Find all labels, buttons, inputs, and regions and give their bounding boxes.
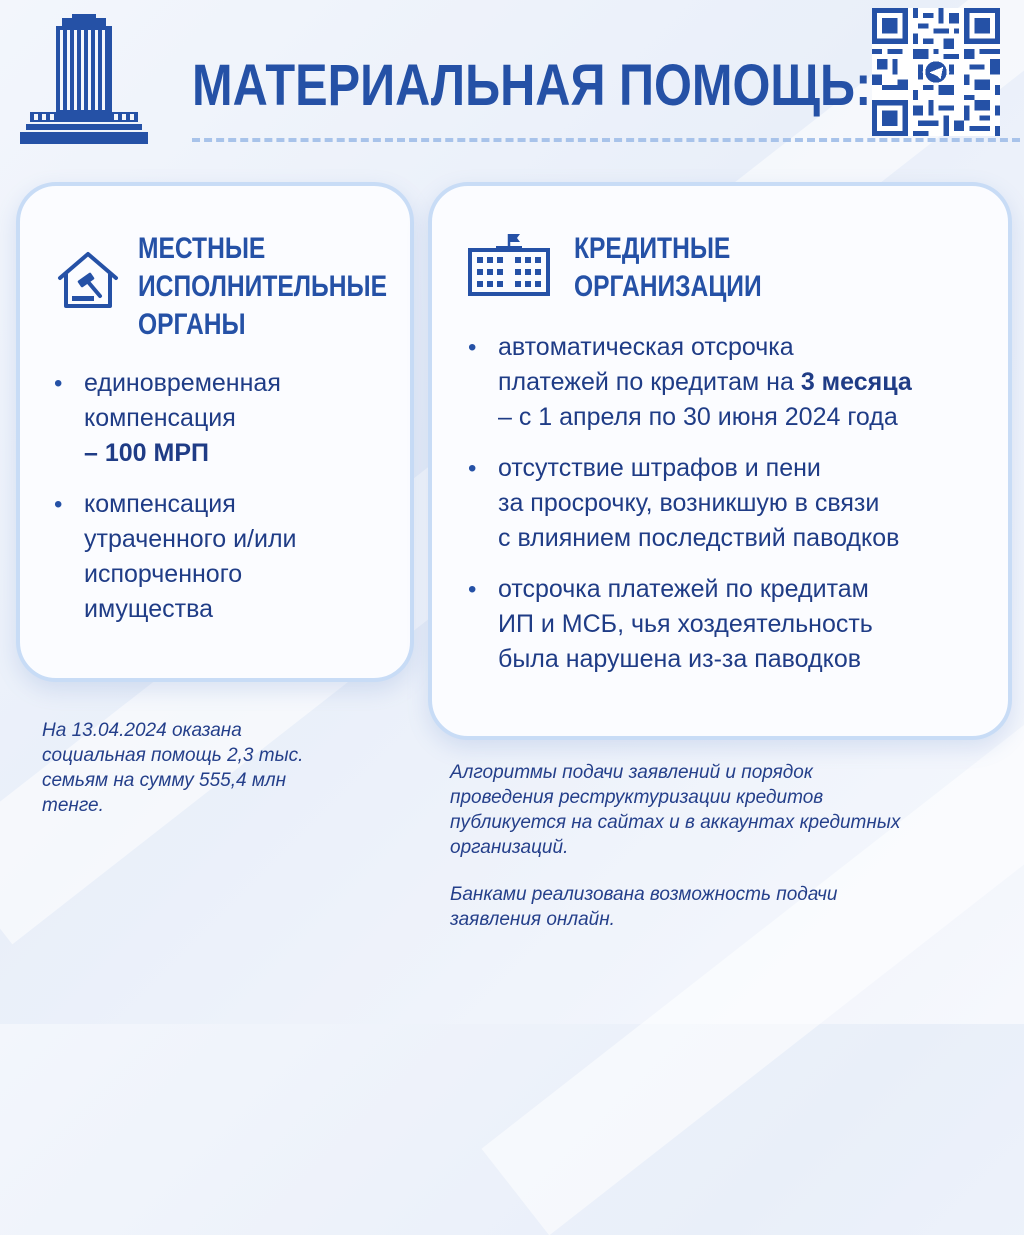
note-line: На 13.04.2024 оказана: [42, 720, 242, 741]
title-line: ОРГАНЫ: [138, 308, 246, 341]
house-gavel-icon: [56, 248, 120, 312]
online-application-note: [450, 882, 837, 932]
list-item: [468, 330, 998, 435]
list-item-line: • компенсация: [84, 490, 236, 518]
title-line: ОРГАНИЗАЦИИ: [574, 270, 762, 303]
note-line: Банками реализована возможность подачи: [450, 884, 838, 905]
list-item-line: – с 1 апреля по 30 июня 2024 года: [498, 403, 898, 431]
list-item-line: • единовременная: [84, 369, 281, 397]
note-line: публикуется на сайтах и в аккаунтах кредитных: [450, 812, 901, 833]
restructuring-note: [450, 760, 900, 860]
list-item-line: • отсутствие штрафов и пени: [498, 454, 821, 482]
list-item-line: за просрочку, возникшую в связи: [498, 489, 880, 517]
list-item-highlight: – 100 МРП: [84, 439, 209, 467]
note-line: тенге.: [42, 795, 104, 816]
bank-building-icon: [466, 232, 552, 298]
list-item-line: • отсрочка платежей по кредитам: [498, 575, 869, 603]
credit-organizations-card: [428, 182, 1012, 740]
local-authorities-title: [138, 230, 387, 344]
social-aid-note: [42, 718, 303, 818]
note-line: проведения реструктуризации кредитов: [450, 787, 824, 808]
note-line: Алгоритмы подачи заявлений и порядок: [450, 762, 813, 783]
credit-organizations-title: [574, 230, 762, 306]
title-divider: [192, 138, 1020, 142]
page-title: МАТЕРИАЛЬНАЯ ПОМОЩЬ:: [192, 53, 872, 118]
list-item-line: была нарушена из-за паводков: [498, 645, 862, 673]
list-item-line: с влиянием последствий паводков: [498, 524, 900, 552]
list-item-line: имущества: [84, 595, 213, 623]
list-item-line: платежей по кредитам на: [498, 368, 801, 396]
list-item-line: испорченного: [84, 560, 243, 588]
list-item: [54, 366, 394, 471]
list-item-line: компенсация: [84, 404, 236, 432]
note-line: организаций.: [450, 837, 569, 858]
title-line: МЕСТНЫЕ: [138, 232, 266, 265]
title-line: КРЕДИТНЫЕ: [574, 232, 731, 265]
title-line: ИСПОЛНИТЕЛЬНЫЕ: [138, 270, 387, 303]
note-line: заявления онлайн.: [450, 909, 615, 930]
list-item-line: утраченного и/или: [84, 525, 297, 553]
list-item-highlight: 3 месяца: [800, 368, 912, 396]
credit-organizations-list: [468, 330, 998, 677]
list-item: [468, 451, 998, 556]
qr-code[interactable]: [872, 8, 1000, 136]
list-item: [54, 487, 394, 627]
list-item: [468, 572, 998, 677]
government-building-logo: [20, 14, 148, 144]
list-item-line: ИП и МСБ, чья хоздеятельность: [498, 610, 873, 638]
note-line: семьям на сумму 555,4 млн: [42, 770, 287, 791]
note-line: социальная помощь 2,3 тыс.: [42, 745, 304, 766]
local-authorities-card: [16, 182, 414, 682]
list-item-line: • автоматическая отсрочка: [498, 333, 794, 361]
local-authorities-list: [54, 366, 394, 627]
